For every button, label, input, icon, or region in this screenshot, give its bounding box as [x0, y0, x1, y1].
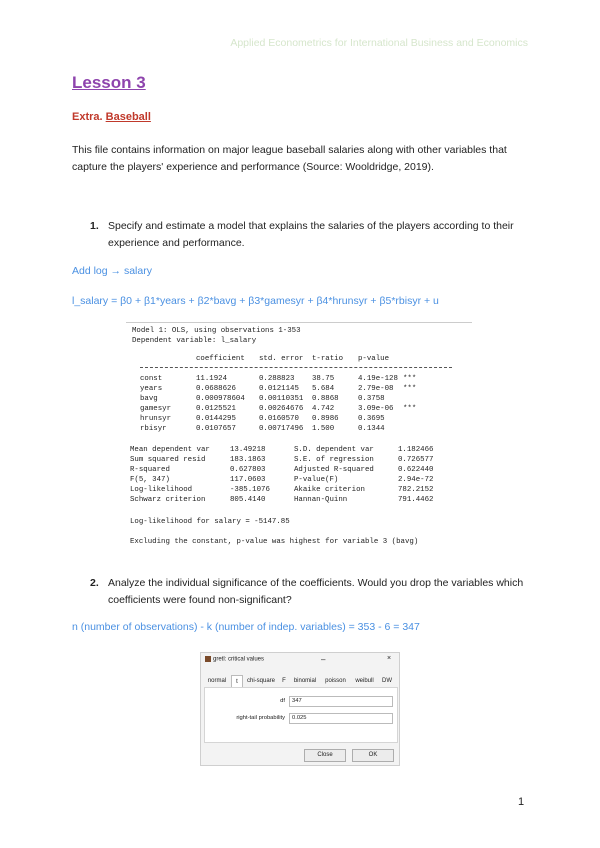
stat-value: -385.1076 [230, 486, 270, 494]
row-var: years [140, 385, 163, 393]
ok-button[interactable]: OK [352, 749, 394, 762]
stat-value: 0.622440 [398, 466, 434, 474]
row-coef: 0.0107657 [196, 425, 236, 433]
close-button[interactable]: Close [304, 749, 346, 762]
question-1-number: 1. [90, 220, 99, 232]
header-coefficient: coefficient [196, 355, 245, 363]
model-equation: l_salary = β0 + β1*years + β2*bavg + β3*gamesyr + β4*hrunsyr + β5*rbisyr + u [72, 295, 439, 307]
row-coef: 0.000978604 [196, 395, 245, 403]
question-2-number: 2. [90, 577, 99, 589]
gretl-logo-icon [205, 656, 211, 662]
row-t: 0.8868 [312, 395, 339, 403]
close-icon[interactable]: × [387, 655, 392, 662]
row-p: 3.09e-06 [358, 405, 394, 413]
output-loglik-line: Log-likelihood for salary = -5147.85 [130, 518, 290, 526]
ols-output [126, 322, 472, 558]
row-p: 0.3695 [358, 415, 385, 423]
row-se: 0.0160570 [259, 415, 299, 423]
header-t-ratio: t-ratio [312, 355, 344, 363]
tab-chi-square[interactable]: chi-square [246, 678, 275, 684]
stat-value: 782.2152 [398, 486, 434, 494]
row-p: 0.1344 [358, 425, 385, 433]
row-var: rbisyr [140, 425, 167, 433]
row-se: 0.00264676 [259, 405, 304, 413]
lesson-title: Lesson 3 [72, 73, 146, 92]
row-se: 0.0121145 [259, 385, 299, 393]
stat-value: 183.1863 [230, 456, 266, 464]
tab-poisson[interactable]: poisson [325, 678, 346, 684]
row-p: 4.19e-128 [358, 375, 398, 383]
stat-label: Schwarz criterion [130, 496, 206, 504]
prob-label: right-tail probability [236, 715, 285, 721]
row-stars: *** [403, 375, 417, 383]
stat-value: 791.4462 [398, 496, 434, 504]
header-std-error: std. error [259, 355, 304, 363]
tab-f[interactable]: F [282, 678, 286, 684]
running-header: Applied Econometrics for International Business and Economics [230, 37, 528, 49]
stat-label: Sum squared resid [130, 456, 206, 464]
extra-prefix: Extra. [72, 111, 106, 123]
stat-label: Adjusted R-squared [294, 466, 374, 474]
stat-label: S.E. of regression [294, 456, 374, 464]
row-var: gamesyr [140, 405, 172, 413]
question-1 [72, 218, 532, 258]
row-stars: *** [403, 385, 417, 393]
row-stars: *** [403, 405, 417, 413]
note-add-log: Add log → salary [72, 265, 152, 277]
prob-input[interactable]: 0.025 [289, 713, 393, 724]
row-t: 38.75 [312, 375, 335, 383]
extra-heading [72, 111, 151, 123]
row-var: hrunsyr [140, 415, 172, 423]
stat-label: Akaike criterion [294, 486, 365, 494]
row-t: 5.684 [312, 385, 335, 393]
stat-value: 13.49218 [230, 446, 266, 454]
stat-value: 1.182466 [398, 446, 434, 454]
output-separator [140, 367, 452, 368]
minimize-icon[interactable]: – [321, 655, 326, 664]
output-excluding-line: Excluding the constant, p-value was highest for variable 3 (bavg) [130, 538, 419, 546]
row-var: const [140, 375, 163, 383]
dialog-title [205, 656, 264, 663]
stat-value: 0.726577 [398, 456, 434, 464]
row-se: 0.288823 [259, 375, 295, 383]
row-coef: 0.0125521 [196, 405, 236, 413]
row-t: 4.742 [312, 405, 335, 413]
note-degrees-of-freedom: n (number of observations) - k (number of indep. variables) = 353 - 6 = 347 [72, 621, 420, 633]
df-label: df [280, 698, 285, 704]
question-2-text: Analyze the individual significance of the coefficients. Would you drop the variables which coefficients were found non-significant? [108, 577, 524, 606]
row-t: 1.500 [312, 425, 335, 433]
page-number: 1 [518, 796, 525, 808]
row-se: 0.00110351 [259, 395, 304, 403]
row-p: 2.79e-08 [358, 385, 394, 393]
row-var: bavg [140, 395, 158, 403]
tab-t[interactable]: t [231, 675, 243, 688]
df-input[interactable]: 347 [289, 696, 393, 707]
row-p: 0.3758 [358, 395, 385, 403]
stat-value: 805.4140 [230, 496, 266, 504]
tab-dw[interactable]: DW [382, 678, 392, 684]
header-p-value: p-value [358, 355, 390, 363]
baseball-link[interactable]: Baseball [105, 111, 151, 123]
critical-values-dialog [200, 652, 400, 766]
stat-value: 0.627803 [230, 466, 266, 474]
row-coef: 11.1924 [196, 375, 228, 383]
intro-paragraph: This file contains information on major league baseball salaries along with other variables that capture the players' experience and performance (Source: Wooldridge, 2019). [72, 144, 507, 173]
stat-label: Mean dependent var [130, 446, 210, 454]
stat-label: Log-likelihood [130, 486, 193, 494]
tab-binomial[interactable]: binomial [293, 678, 317, 684]
question-1-text: Specify and estimate a model that explains the salaries of the players according to their experience and performance. [108, 220, 514, 249]
row-coef: 0.0688626 [196, 385, 236, 393]
stat-label: S.D. dependent var [294, 446, 374, 454]
row-se: 0.00717496 [259, 425, 304, 433]
tab-normal[interactable]: normal [207, 678, 227, 684]
row-coef: 0.0144295 [196, 415, 236, 423]
stat-label: F(5, 347) [130, 476, 170, 484]
output-dependent-line: Dependent variable: l_salary [132, 337, 257, 345]
tab-weibull[interactable]: weibull [355, 678, 374, 684]
stat-label: Hannan-Quinn [294, 496, 348, 504]
output-border [126, 322, 472, 323]
stat-value: 117.0603 [230, 476, 266, 484]
dialog-title-text: gretl: critical values [213, 656, 265, 663]
row-t: 0.8986 [312, 415, 339, 423]
question-2 [72, 575, 532, 615]
output-model-line: Model 1: OLS, using observations 1-353 [132, 327, 301, 335]
stat-value: 2.94e-72 [398, 476, 434, 484]
dialog-panel [204, 687, 398, 743]
stat-label: R-squared [130, 466, 170, 474]
stat-label: P-value(F) [294, 476, 339, 484]
